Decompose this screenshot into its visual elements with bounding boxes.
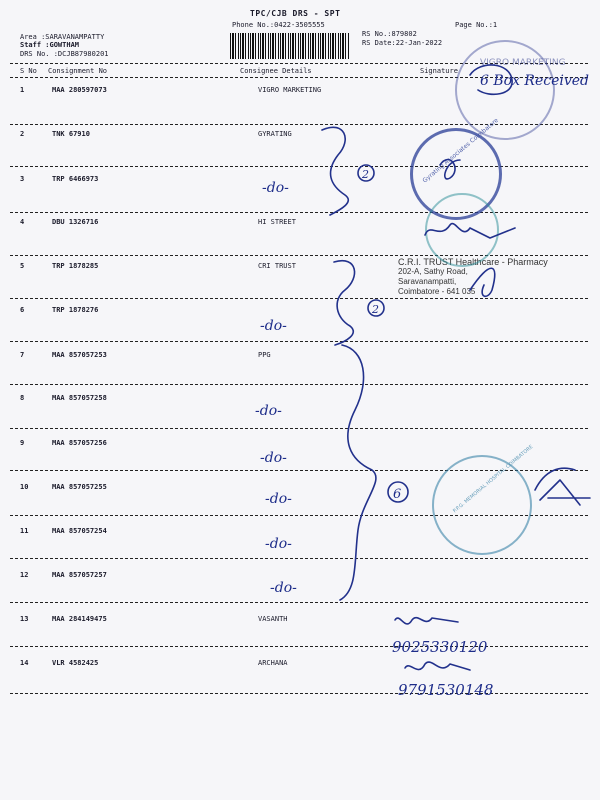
row-consignment-no: DBU 1326716 (52, 218, 99, 226)
signature-hi-street (425, 224, 515, 238)
row-consignment-no: TRP 1878285 (52, 262, 99, 270)
row-sno: 3 (20, 175, 25, 183)
row-consignment-no: MAA 857057257 (52, 571, 107, 579)
rs-date: RS Date:22-Jan-2022 (362, 39, 443, 47)
page-number: Page No.:1 (455, 21, 498, 29)
area-field: Area :SARAVANAMPATTY (20, 33, 105, 41)
row-sno: 5 (20, 262, 25, 270)
ditto-row-12: -do- (270, 580, 297, 596)
rs-number: RS No.:879802 (362, 30, 417, 38)
phone-vasanth: 9025330120 (392, 638, 488, 656)
row-consignment-no: TRP 1878276 (52, 306, 99, 314)
row-consignee: VASANTH (258, 615, 288, 623)
signature-ppg (535, 468, 590, 505)
row-consignment-no: TNK 67910 (52, 130, 90, 138)
ppg-stamp-text: P.P.G. MEMORIAL HOSPITAL COIMBATORE (452, 444, 535, 515)
ditto-row-8: -do- (255, 403, 282, 419)
cri-stamp-line1: C.R.I. TRUST Healthcare - Pharmacy (398, 257, 548, 267)
row-consignee: VIGRO MARKETING (258, 86, 322, 94)
signature-vasanth (395, 618, 458, 624)
column-header-signature: Signature (420, 67, 458, 75)
column-header-consignment: Consignment No (48, 67, 108, 75)
row-consignment-no: VLR 4582425 (52, 659, 99, 667)
count-2-a: 2 (362, 168, 369, 181)
row-consignee: GYRATING (258, 130, 292, 138)
row-consignee: CRI TRUST (258, 262, 296, 270)
column-header-sno: S No (20, 67, 37, 75)
phone-archana: 9791530148 (398, 681, 494, 699)
row-consignment-no: MAA 857057258 (52, 394, 107, 402)
row-consignment-no: MAA 857057254 (52, 527, 107, 535)
ditto-row-6: -do- (260, 318, 287, 334)
row-sno: 13 (20, 615, 29, 623)
row-consignment-no: MAA 857057253 (52, 351, 107, 359)
received-scribble: 6 Box Received (480, 73, 590, 89)
ditto-brace-3 (340, 345, 376, 600)
count-6: 6 (393, 487, 402, 502)
row-consignment-no: MAA 857057255 (52, 483, 107, 491)
row-sno: 14 (20, 659, 29, 667)
row-sno: 12 (20, 571, 29, 579)
ditto-brace-1 (322, 127, 348, 215)
signature-archana (405, 662, 470, 670)
row-consignee: PPG (258, 351, 271, 359)
row-consignment-no: TRP 6466973 (52, 175, 99, 183)
cri-stamp-line2: 202-A, Sathy Road, (398, 267, 468, 276)
row-sno: 9 (20, 439, 25, 447)
row-sno: 4 (20, 218, 25, 226)
staff-field: Staff :GOWTHAM (20, 41, 80, 49)
drs-number: DRS No. :DCJB87980201 (20, 50, 109, 58)
cri-stamp-line4: Coimbatore - 641 035 (398, 287, 476, 296)
row-consignee: HI STREET (258, 218, 296, 226)
ditto-row-10: -do- (265, 491, 292, 507)
cri-stamp-line3: Saravanampatti, (398, 277, 457, 286)
row-sno: 8 (20, 394, 25, 402)
signature-cri-trust (470, 268, 495, 296)
column-header-consignee: Consignee Details (240, 67, 312, 75)
row-sno: 7 (20, 351, 25, 359)
gyrating-stamp-text: Gyrating Associates Coimbatore (421, 116, 500, 185)
row-sno: 1 (20, 86, 25, 94)
row-consignment-no: MAA 280597073 (52, 86, 107, 94)
phone-number: Phone No.:0422-3505555 (232, 21, 325, 29)
row-sno: 2 (20, 130, 25, 138)
ditto-brace-2 (334, 261, 355, 345)
document-title: TPC/CJB DRS - SPT (250, 9, 341, 18)
row-consignment-no: MAA 857057256 (52, 439, 107, 447)
row-consignment-no: MAA 284149475 (52, 615, 107, 623)
row-sno: 6 (20, 306, 25, 314)
row-consignee: ARCHANA (258, 659, 288, 667)
row-sno: 11 (20, 527, 29, 535)
vigro-stamp-text: VIGRO MARKETING (480, 58, 566, 68)
row-sno: 10 (20, 483, 29, 491)
ditto-row-3: -do- (262, 180, 289, 196)
ditto-row-9: -do- (260, 450, 287, 466)
count-2-b: 2 (372, 303, 379, 316)
ditto-row-11: -do- (265, 536, 292, 552)
